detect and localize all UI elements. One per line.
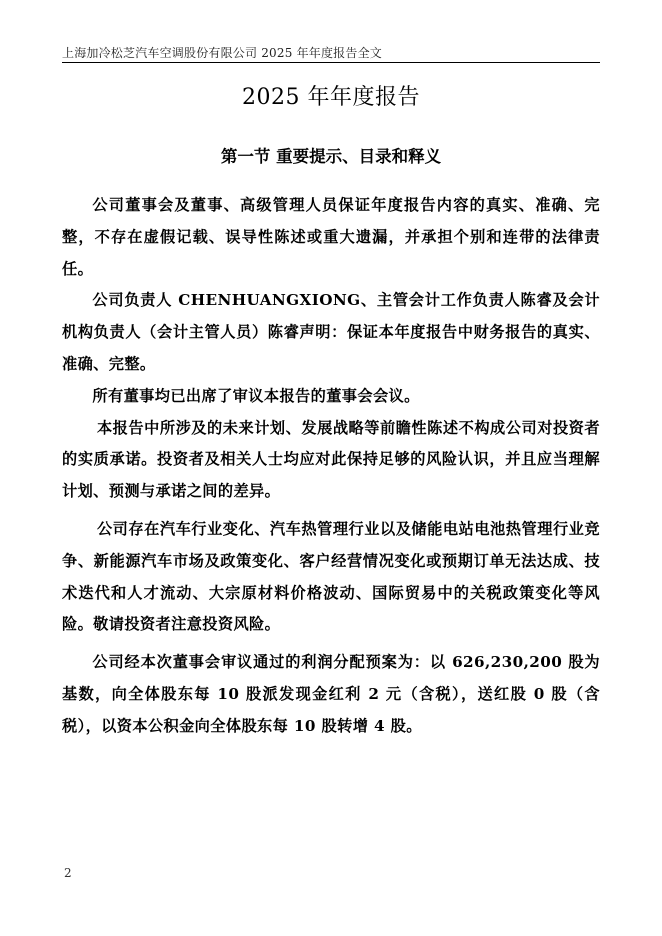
document-body xyxy=(62,190,600,743)
running-header-title: 上海加冷松芝汽车空调股份有限公司 2025 年年度报告全文 xyxy=(62,46,382,60)
paragraph-responsible-persons: 公司负责人 CHENHUANGXIONG、主管会计工作负责人陈睿及会计机构负责人（会计主管人员）陈睿声明：保证本年度报告中财务报告的真实、准确、完整。 xyxy=(62,291,600,373)
page-number: 2 xyxy=(64,866,72,880)
section-title: 第一节 重要提示、目录和释义 xyxy=(220,147,442,166)
document-title: 2025 年年度报告 xyxy=(242,85,420,110)
paragraph-attendance: 所有董事均已出席了审议本报告的董事会会议。 xyxy=(92,386,420,405)
running-header xyxy=(62,40,600,63)
paragraph-forward-looking: 本报告中所涉及的未来计划、发展战略等前瞻性陈述不构成公司对投资者的实质承诺。投资者及相关人士均应对此保持足够的风险认识，并且应当理解计划、预测与承诺之间的差异。 xyxy=(62,418,600,501)
paragraph-board-guarantee: 公司董事会及董事、高级管理人员保证年度报告内容的真实、准确、完整，不存在虚假记载、误导性陈述或重大遗漏，并承担个别和连带的法律责任。 xyxy=(62,196,600,278)
paragraph-profit-distribution: 公司经本次董事会审议通过的利润分配预案为：以 626,230,200 股为基数，向全体股东每 10 股派发现金红利 2 元（含税），送红股 0 股（含税），以资本公积金向全体股东每 10 股转增 4 股。 xyxy=(62,653,600,735)
paragraph-risks: 公司存在汽车行业变化、汽车热管理行业以及储能电站电池热管理行业竞争、新能源汽车市场及政策变化、客户经营情况变化或预期订单无法达成、技术迭代和人才流动、大宗原材料价格波动、国际贸易中的关税政策变化等风险。敬请投资者注意投资风险。 xyxy=(62,519,600,634)
